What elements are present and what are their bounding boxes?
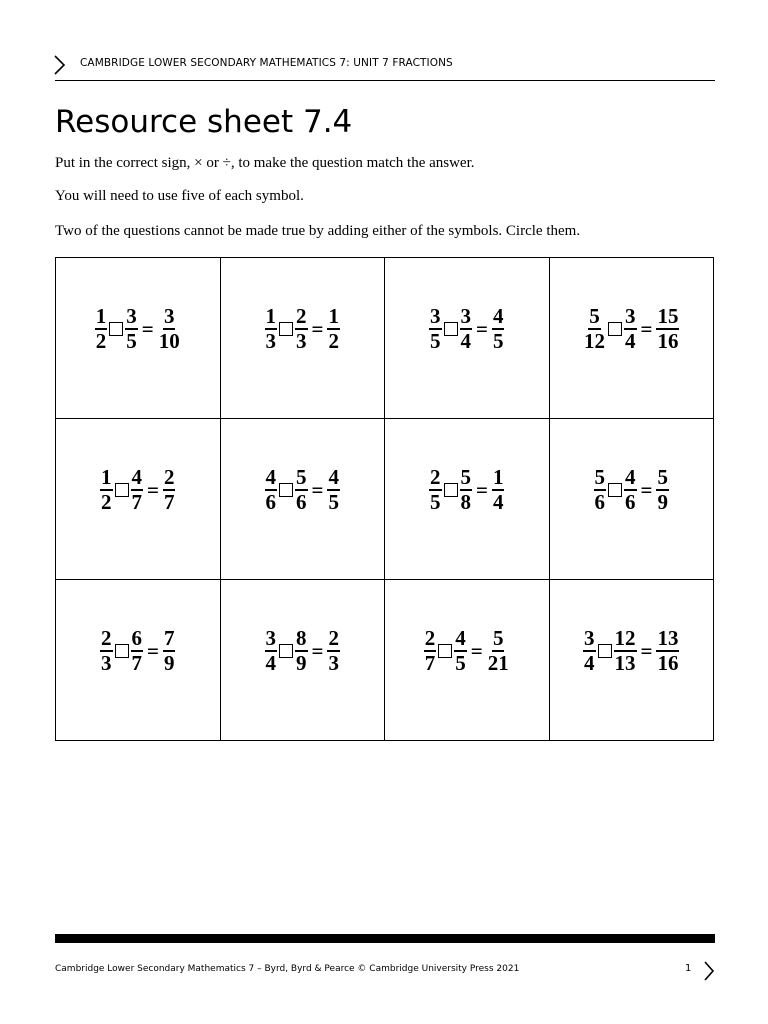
numerator: 2 [296,304,307,328]
operator-box[interactable] [444,483,458,497]
fraction-equation [429,467,504,513]
instruction-3: Two of the questions cannot be made true by adding either of the symbols. Circle them. [55,223,581,239]
question-cell [220,419,385,580]
denominator: 3 [296,329,307,353]
numerator: 13 [657,626,679,650]
denominator: 5 [455,651,466,675]
first-fraction [583,306,606,352]
first-fraction [424,628,437,674]
grid-row [56,580,714,741]
denominator: 10 [158,329,180,353]
denominator: 16 [657,651,679,675]
denominator: 4 [265,651,277,675]
operator-box[interactable] [115,483,129,497]
answer-fraction [158,306,181,352]
denominator: 3 [265,329,277,353]
operator-box[interactable] [444,322,458,336]
second-fraction [624,467,637,513]
equals-sign: = [311,638,324,663]
first-fraction [429,467,442,513]
denominator: 7 [131,651,143,675]
denominator: 13 [614,651,636,675]
question-cell [385,580,550,741]
first-fraction [95,306,108,352]
first-fraction [429,306,442,352]
operator-box[interactable] [279,644,293,658]
fraction-equation [100,467,175,513]
answer-fraction [163,467,176,513]
equals-sign: = [640,638,653,663]
numerator: 1 [101,465,112,489]
question-cell [56,419,221,580]
numerator: 5 [589,304,600,328]
equals-sign: = [470,638,483,663]
denominator: 5 [328,490,339,514]
denominator: 5 [492,329,504,353]
first-fraction [265,628,278,674]
numerator: 2 [328,626,339,650]
question-cell [220,580,385,741]
first-fraction [265,467,278,513]
answer-fraction [327,467,340,513]
fraction-equation [100,628,175,674]
operator-box[interactable] [608,483,622,497]
numerator: 7 [163,626,175,650]
fraction-equation [429,306,504,352]
operator-box[interactable] [438,644,452,658]
denominator: 21 [487,651,509,675]
second-fraction [131,467,144,513]
numerator: 3 [625,304,636,328]
second-fraction [624,306,637,352]
equals-sign: = [141,316,154,341]
denominator: 5 [126,329,137,353]
denominator: 9 [163,651,175,675]
question-cell [56,580,221,741]
chevron-right-icon [52,54,68,76]
answer-fraction [327,306,340,352]
operator-box[interactable] [279,322,293,336]
numerator: 4 [455,626,466,650]
numerator: 5 [657,465,668,489]
denominator: 8 [460,490,472,514]
denominator: 6 [625,490,636,514]
operator-box[interactable] [279,483,293,497]
question-cell [549,419,714,580]
denominator: 6 [296,490,307,514]
denominator: 2 [101,490,112,514]
first-fraction [583,628,596,674]
operator-box[interactable] [109,322,123,336]
numerator: 2 [163,465,175,489]
operator-box[interactable] [598,644,612,658]
numerator: 1 [492,465,504,489]
denominator: 9 [657,490,668,514]
fraction-equation [265,628,340,674]
operator-box[interactable] [608,322,622,336]
question-cell [385,419,550,580]
question-cell [385,258,550,419]
numerator: 2 [424,626,436,650]
answer-fraction [656,467,669,513]
denominator: 16 [657,329,679,353]
answer-fraction [163,628,176,674]
operator-box[interactable] [115,644,129,658]
second-fraction [125,306,138,352]
running-header: CAMBRIDGE LOWER SECONDARY MATHEMATICS 7: UNIT 7 FRACTIONS [80,57,453,69]
question-cell [549,258,714,419]
fraction-equation [583,306,679,352]
answer-fraction [656,628,679,674]
numerator: 15 [657,304,679,328]
fraction-equation [594,467,669,513]
answer-fraction [487,628,510,674]
denominator: 3 [101,651,112,675]
numerator: 3 [460,304,472,328]
denominator: 4 [625,329,636,353]
grid-row [56,258,714,419]
question-cell [56,258,221,419]
numerator: 4 [265,465,277,489]
first-fraction [594,467,607,513]
numerator: 6 [131,626,143,650]
denominator: 5 [430,490,441,514]
denominator: 7 [163,490,175,514]
answer-fraction [492,467,505,513]
first-fraction [100,628,113,674]
numerator: 5 [594,465,606,489]
chevron-right-icon[interactable] [702,960,716,982]
grid-row [56,419,714,580]
second-fraction [454,628,467,674]
fraction-equation [265,306,340,352]
denominator: 2 [328,329,339,353]
numerator: 3 [584,626,595,650]
numerator: 3 [163,304,175,328]
fraction-equation [424,628,510,674]
numerator: 5 [296,465,307,489]
instruction-1: Put in the correct sign, × or ÷, to make the question match the answer. [55,155,475,171]
numerator: 12 [614,626,636,650]
numerator: 4 [492,304,504,328]
answer-fraction [492,306,505,352]
equals-sign: = [476,477,488,502]
denominator: 3 [328,651,339,675]
numerator: 1 [328,304,339,328]
equals-sign: = [147,638,159,663]
denominator: 4 [460,329,472,353]
equals-sign: = [147,477,159,502]
numerator: 8 [296,626,307,650]
second-fraction [460,467,473,513]
numerator: 2 [430,465,441,489]
numerator: 4 [131,465,143,489]
second-fraction [131,628,144,674]
fraction-equation [583,628,679,674]
numerator: 2 [101,626,112,650]
fraction-equation [265,467,340,513]
denominator: 6 [594,490,606,514]
equals-sign: = [311,477,324,502]
denominator: 12 [584,329,606,353]
numerator: 5 [460,465,472,489]
equals-sign: = [640,477,653,502]
footer-bar [55,934,715,943]
page-title: Resource sheet 7.4 [55,104,353,140]
question-cell [549,580,714,741]
denominator: 7 [131,490,143,514]
numerator: 4 [625,465,636,489]
numerator: 5 [492,626,504,650]
denominator: 6 [265,490,277,514]
question-cell [220,258,385,419]
equals-sign: = [476,316,488,341]
numerator: 4 [328,465,339,489]
numerator: 3 [265,626,277,650]
fraction-equation [95,306,181,352]
denominator: 2 [95,329,107,353]
second-fraction [295,467,308,513]
denominator: 7 [424,651,436,675]
numerator: 3 [126,304,137,328]
numerator: 1 [95,304,107,328]
question-grid [55,257,714,741]
denominator: 9 [296,651,307,675]
answer-fraction [327,628,340,674]
second-fraction [460,306,473,352]
first-fraction [265,306,278,352]
second-fraction [614,628,637,674]
numerator: 1 [265,304,277,328]
footer-credit: Cambridge Lower Secondary Mathematics 7 – Byrd, Byrd & Pearce © Cambridge University Press 2021 [55,964,520,974]
equals-sign: = [640,316,653,341]
numerator: 3 [430,304,441,328]
equals-sign: = [311,316,324,341]
denominator: 4 [492,490,504,514]
page-number: 1 [685,963,692,974]
denominator: 4 [584,651,595,675]
instruction-2: You will need to use five of each symbol. [55,188,304,204]
denominator: 5 [430,329,441,353]
header-divider [55,80,715,81]
first-fraction [100,467,113,513]
second-fraction [295,306,308,352]
answer-fraction [656,306,679,352]
second-fraction [295,628,308,674]
